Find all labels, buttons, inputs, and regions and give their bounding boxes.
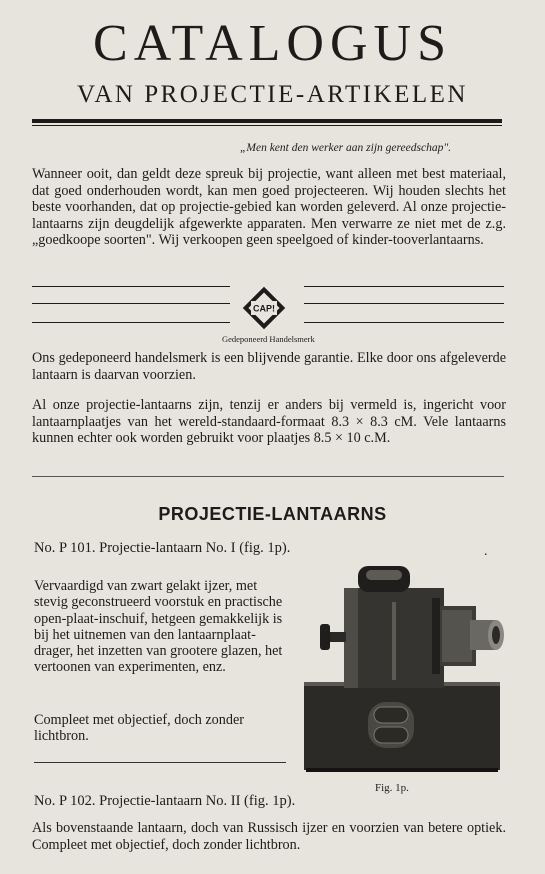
item-heading-p101 (34, 540, 290, 557)
motto: „Men kent den werker aan zijn gereedschap". (240, 142, 452, 154)
trademark-caption: Gedeponeerd Handelsmerk (222, 334, 315, 344)
item-number: No. P 101. (34, 540, 96, 556)
item-name: Projectie-lantaarn No. I (fig. 1p). (99, 540, 291, 556)
item-name: Projectie-lantaarn No. II (fig. 1p). (99, 793, 296, 809)
projection-lantern-illustration (298, 562, 508, 774)
item-divider (34, 762, 286, 763)
item-description-p101: Vervaardigd van zwart gelakt ijzer, met stevig geconstrueerd voorstuk en practische open-plaat-inschuif, hetgeen gemakkelijk is bij het uitnemen van den lantaarnplaat-drager, het inzetten van grootere glazen, het vertoonen van experimenten, enz. (34, 578, 283, 676)
trademark-paragraph: Ons gedeponeerd handelsmerk is een blijvende garantie. Elke door ons afgeleverde lantaarn is daarvan voorzien. (32, 350, 506, 383)
header-rule-thin (32, 125, 502, 126)
trademark-logo (242, 286, 286, 330)
figure-caption: Fig. 1p. (375, 782, 409, 794)
section-divider (32, 476, 504, 477)
intro-paragraph: Wanneer ooit, dan geldt deze spreuk bij projectie, want alleen met best materiaal, dat goed onderhouden wordt, kan men goed projecteeren. Wij houden slechts het beste voorhanden, dat op projectie-gebied kan worden geleverd. Al onze projectie-lantaarns zijn deugdelijk afgewerkte apparaten. Men verwarre ze niet met de z.g. „goedkoope soorten". Wij verkoopen geen speelgoed of kinder-tooverlantaarns. (32, 166, 506, 248)
trademark-logo-text: CAP! (253, 303, 275, 314)
item-number: No. P 102. (34, 793, 96, 809)
item-heading-p102 (34, 793, 295, 810)
section-title: PROJECTIE-LANTAARNS (158, 504, 387, 524)
header-rule-thick (32, 119, 502, 123)
item-completeness-p101: Compleet met objectief, doch zonder lichtbron. (34, 712, 244, 745)
item-description-p102: Als bovenstaande lantaarn, doch van Russisch ijzer en voorzien van betere optiek. Compleet met objectief, doch zonder lichtbron. (32, 820, 506, 853)
format-paragraph: Al onze projectie-lantaarns zijn, tenzij er anders bij vermeld is, ingericht voor lantaarnplaatjes van het wereld-standaard-formaat 8.3 × 8.3 cM. Vele lantaarns kunnen echter ook worden gebruikt voor plaatjes 8.5 × 10 c.M. (32, 397, 506, 446)
decorative-dot: . (484, 544, 488, 559)
page-subtitle: VAN PROJECTIE-ARTIKELEN (77, 81, 468, 108)
page-title: CATALOGUS (93, 15, 452, 72)
